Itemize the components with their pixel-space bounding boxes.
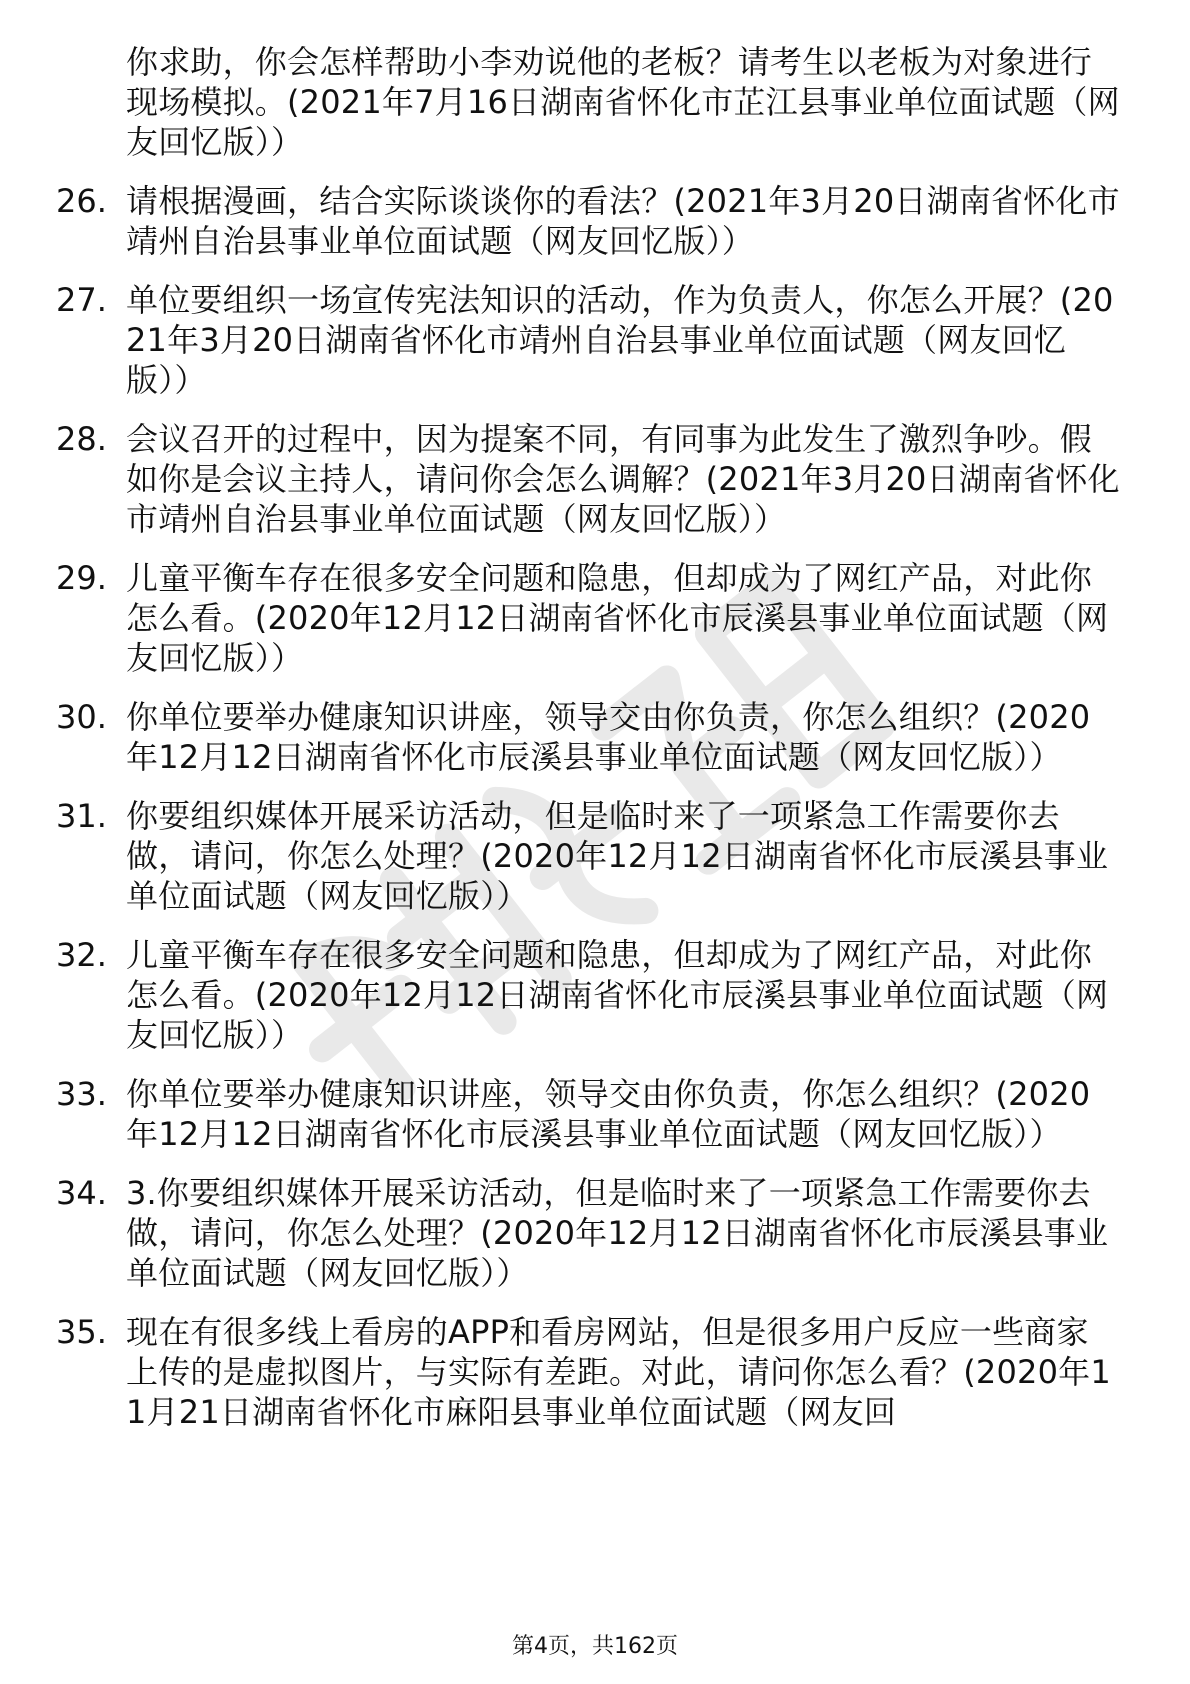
list-item xyxy=(56,1173,1120,1293)
list-item xyxy=(56,697,1120,777)
item-number: 32. xyxy=(56,936,107,974)
item-number: 30. xyxy=(56,698,107,736)
item-number: 28. xyxy=(56,420,107,458)
item-number: 34. xyxy=(56,1174,107,1212)
item-text: 儿童平衡车存在很多安全问题和隐患，但却成为了网红产品，对此你怎么看。(2020年12月12日湖南省怀化市辰溪县事业单位面试题（网友回忆版）） xyxy=(126,936,1109,1054)
list-item xyxy=(56,1312,1120,1432)
item-text: 你求助，你会怎样帮助小李劝说他的老板？请考生以老板为对象进行现场模拟。(2021年7月16日湖南省怀化市芷江县事业单位面试题（网友回忆版）） xyxy=(126,43,1120,161)
item-number: 35. xyxy=(56,1313,107,1351)
item-text: 3.你要组织媒体开展采访活动，但是临时来了一项紧急工作需要你去做，请问，你怎么处理？(2020年12月12日湖南省怀化市辰溪县事业单位面试题（网友回忆版）） xyxy=(126,1174,1109,1292)
item-text: 儿童平衡车存在很多安全问题和隐患，但却成为了网红产品，对此你怎么看。(2020年12月12日湖南省怀化市辰溪县事业单位面试题（网友回忆版）） xyxy=(126,559,1109,677)
list-item xyxy=(56,419,1120,539)
item-text: 会议召开的过程中，因为提案不同，有同事为此发生了激烈争吵。假如你是会议主持人，请问你会怎么调解？(2021年3月20日湖南省怀化市靖州自治县事业单位面试题（网友回忆版）） xyxy=(126,420,1120,538)
item-number: 31. xyxy=(56,797,107,835)
item-text: 单位要组织一场宣传宪法知识的活动，作为负责人，你怎么开展？(2021年3月20日湖南省怀化市靖州自治县事业单位面试题（网友回忆版）） xyxy=(126,281,1114,399)
item-text: 现在有很多线上看房的APP和看房网站，但是很多用户反应一些商家上传的是虚拟图片，与实际有差距。对此，请问你怎么看？(2020年11月21日湖南省怀化市麻阳县事业单位面试题（网友回 xyxy=(126,1313,1111,1431)
list-item xyxy=(56,280,1120,400)
item-number: 27. xyxy=(56,281,107,319)
list-item xyxy=(56,1074,1120,1154)
item-text: 你单位要举办健康知识讲座，领导交由你负责，你怎么组织？(2020年12月12日湖南省怀化市辰溪县事业单位面试题（网友回忆版）） xyxy=(126,1075,1091,1153)
list-item xyxy=(56,796,1120,916)
item-number: 29. xyxy=(56,559,107,597)
list-item xyxy=(56,935,1120,1055)
list-item xyxy=(56,558,1120,678)
list-item xyxy=(56,42,1120,162)
item-number: 26. xyxy=(56,182,107,220)
item-text: 请根据漫画，结合实际谈谈你的看法？(2021年3月20日湖南省怀化市靖州自治县事业单位面试题（网友回忆版）） xyxy=(126,182,1120,260)
list-item xyxy=(56,181,1120,261)
item-text: 你要组织媒体开展采访活动，但是临时来了一项紧急工作需要你去做，请问，你怎么处理？(2020年12月12日湖南省怀化市辰溪县事业单位面试题（网友回忆版）） xyxy=(126,797,1109,915)
item-text: 你单位要举办健康知识讲座，领导交由你负责，你怎么组织？(2020年12月12日湖南省怀化市辰溪县事业单位面试题（网友回忆版）） xyxy=(126,698,1091,776)
question-list xyxy=(56,42,1120,1451)
item-number: 33. xyxy=(56,1075,107,1113)
page-number-footer: 第4页，共162页 xyxy=(512,1634,678,1659)
